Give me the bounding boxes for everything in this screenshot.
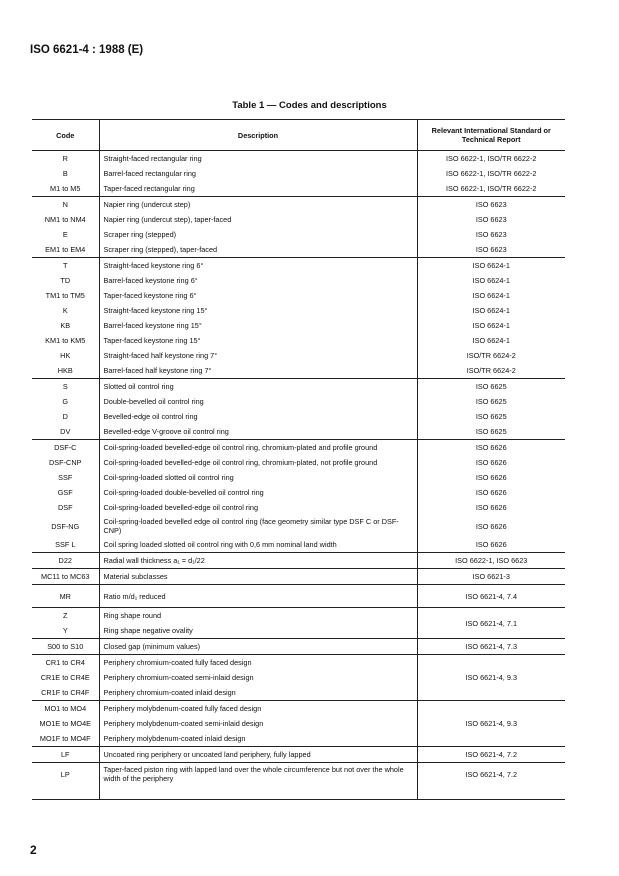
description-cell: Napier ring (undercut step) xyxy=(99,197,417,213)
code-cell: DSF-NG xyxy=(32,515,99,537)
description-cell: Slotted oil control ring xyxy=(99,379,417,395)
description-cell: Scraper ring (stepped), taper-faced xyxy=(103,245,218,254)
reference-cell: ISO 6621-4, 7.2 xyxy=(417,747,565,763)
table-row xyxy=(32,333,565,348)
description-cell: Coil-spring-loaded bevelled-edge oil control ring, chromium-plated, not profile ground xyxy=(103,458,378,467)
reference-cell: ISO 6626 xyxy=(417,455,565,470)
table-row xyxy=(32,273,565,288)
reference-cell: ISO 6623 xyxy=(417,197,565,213)
code-cell: DSF xyxy=(32,500,99,515)
code-cell: LF xyxy=(32,747,99,763)
reference-cell: ISO/TR 6624-2 xyxy=(417,348,565,363)
code-cell: HKB xyxy=(32,363,99,379)
code-cell: TD xyxy=(32,273,99,288)
description-cell: Taper-faced keystone ring 15° xyxy=(103,336,201,345)
table-row xyxy=(32,455,565,470)
description-cell: Taper-faced rectangular ring xyxy=(103,184,195,193)
description-cell: Bevelled-edge oil control ring xyxy=(103,412,198,421)
reference-cell: ISO 6623 xyxy=(417,242,565,258)
table-row xyxy=(32,303,565,318)
description-cell: Ring shape negative ovality xyxy=(103,626,193,635)
code-cell: Y xyxy=(32,623,99,639)
code-cell: EM1 to EM4 xyxy=(32,242,99,258)
table-row xyxy=(32,424,565,440)
description-cell: Double-bevelled oil control ring xyxy=(103,397,204,406)
code-cell: D xyxy=(32,409,99,424)
table-row xyxy=(32,470,565,485)
reference-cell: ISO/TR 6624-2 xyxy=(417,363,565,379)
description-cell: Periphery molybdenum-coated fully faced design xyxy=(99,701,417,717)
description-cell: Coil-spring-loaded slotted oil control ring xyxy=(103,473,234,482)
reference-cell: ISO 6624-1 xyxy=(417,333,565,348)
code-cell: KB xyxy=(32,318,99,333)
description-cell: Barrel-faced rectangular ring xyxy=(103,169,196,178)
table-row xyxy=(32,166,565,181)
code-cell: HK xyxy=(32,348,99,363)
table-row xyxy=(32,485,565,500)
code-cell: MO1E to MO4E xyxy=(32,716,99,731)
description-cell: Closed gap (minimum values) xyxy=(99,639,417,655)
description-cell: Barrel-faced half keystone ring 7° xyxy=(103,366,212,375)
codes-table xyxy=(32,119,565,800)
description-cell: Radial wall thickness a₁ = d₁/22 xyxy=(99,553,417,569)
reference-cell: ISO 6624-1 xyxy=(417,303,565,318)
description-cell: Taper-faced piston ring with lapped land over the whole circumference but not over the whole width of the periphery xyxy=(99,763,417,786)
code-cell: CR1E to CR4E xyxy=(32,670,99,685)
code-cell: D22 xyxy=(32,553,99,569)
table-caption: Table 1 — Codes and descriptions xyxy=(232,100,387,111)
description-cell: Napier ring (undercut step), taper-faced xyxy=(103,215,232,224)
table-row xyxy=(32,585,565,608)
description-cell: Ring shape round xyxy=(99,608,417,624)
description-cell: Periphery molybdenum-coated semi-inlaid design xyxy=(103,719,264,728)
reference-cell: ISO 6621-3 xyxy=(417,569,565,585)
code-cell: B xyxy=(32,166,99,181)
code-cell: LP xyxy=(32,763,99,786)
reference-cell: ISO 6624-1 xyxy=(417,288,565,303)
table-row xyxy=(32,181,565,197)
table-row xyxy=(32,151,565,167)
description-cell: Straight-faced half keystone ring 7° xyxy=(103,351,218,360)
page-number: 2 xyxy=(30,843,37,857)
description-cell: Straight-faced rectangular ring xyxy=(99,151,417,167)
description-cell: Straight-faced keystone ring 15° xyxy=(103,306,208,315)
description-cell: Periphery chromium-coated semi-inlaid design xyxy=(103,673,254,682)
code-cell: T xyxy=(32,258,99,274)
description-cell: Coil-spring-loaded bevelled edge oil control ring (face geometry similar type DSF C or DSF-CNP) xyxy=(103,517,399,535)
table-row xyxy=(32,212,565,227)
description-cell: Barrel-faced keystone ring 15° xyxy=(103,321,202,330)
reference-cell: ISO 6621-4, 7.3 xyxy=(417,639,565,655)
code-cell: DV xyxy=(32,424,99,440)
reference-cell: ISO 6624-1 xyxy=(417,318,565,333)
code-cell: K xyxy=(32,303,99,318)
code-cell: G xyxy=(32,394,99,409)
table-row xyxy=(32,227,565,242)
code-cell: NM1 to NM4 xyxy=(32,212,99,227)
description-cell: Periphery chromium-coated inlaid design xyxy=(103,688,236,697)
table-row xyxy=(32,440,565,456)
table-row xyxy=(32,639,565,655)
description-cell: Coil-spring-loaded bevelled-edge oil control ring, chromium-plated and profile ground xyxy=(99,440,417,456)
reference-cell: ISO 6621-4, 7.2 xyxy=(417,763,565,786)
table-row xyxy=(32,288,565,303)
reference-cell: ISO 6623 xyxy=(417,227,565,242)
code-cell: SSF L xyxy=(32,537,99,553)
reference-cell: ISO 6625 xyxy=(417,379,565,395)
description-cell: Coil-spring-loaded double-bevelled oil control ring xyxy=(103,488,264,497)
table-row xyxy=(32,608,565,624)
table-row xyxy=(32,318,565,333)
column-header-code: Code xyxy=(32,120,99,151)
code-cell: MO1F to MO4F xyxy=(32,731,99,747)
code-cell: E xyxy=(32,227,99,242)
reference-cell: ISO 6625 xyxy=(417,394,565,409)
description-cell: Periphery chromium-coated fully faced design xyxy=(99,655,417,671)
reference-cell: ISO 6626 xyxy=(417,485,565,500)
reference-cell: ISO 6622-1, ISO/TR 6622-2 xyxy=(417,151,565,167)
code-cell: DSF-C xyxy=(32,440,99,456)
description-cell: Bevelled-edge V-groove oil control ring xyxy=(103,427,229,436)
table-row xyxy=(32,515,565,537)
code-cell: TM1 to TM5 xyxy=(32,288,99,303)
table-row xyxy=(32,537,565,553)
code-cell: S xyxy=(32,379,99,395)
table-row xyxy=(32,258,565,274)
description-cell: Material subclasses xyxy=(99,569,417,585)
code-cell: MO1 to MO4 xyxy=(32,701,99,717)
reference-cell: ISO 6626 xyxy=(417,515,565,537)
reference-cell: ISO 6626 xyxy=(417,440,565,456)
reference-cell: ISO 6621-4, 7.4 xyxy=(417,585,565,608)
code-cell: N xyxy=(32,197,99,213)
reference-cell: ISO 6622-1, ISO 6623 xyxy=(417,553,565,569)
table-row xyxy=(32,500,565,515)
reference-cell: ISO 6622-1, ISO/TR 6622-2 xyxy=(417,181,565,197)
reference-cell: ISO 6621-4, 9.3 xyxy=(417,655,565,701)
reference-cell: ISO 6625 xyxy=(417,409,565,424)
reference-cell: ISO 6626 xyxy=(417,537,565,553)
document-header: ISO 6621-4 : 1988 (E) xyxy=(30,44,144,56)
code-cell: S00 to S10 xyxy=(32,639,99,655)
description-cell: Ratio m/d₁ reduced xyxy=(99,585,417,608)
description-cell: Uncoated ring periphery or uncoated land periphery, fully lapped xyxy=(99,747,417,763)
table-row xyxy=(32,363,565,379)
column-header-reference: Relevant International Standard or Technical Report xyxy=(417,120,565,151)
description-cell: Scraper ring (stepped) xyxy=(103,230,177,239)
code-cell: Z xyxy=(32,608,99,624)
reference-cell: ISO 6624-1 xyxy=(417,273,565,288)
reference-cell: ISO 6626 xyxy=(417,470,565,485)
table-row xyxy=(32,409,565,424)
code-cell: M1 to M5 xyxy=(32,181,99,197)
code-cell: SSF xyxy=(32,470,99,485)
table-row xyxy=(32,379,565,395)
code-cell: MC11 to MC63 xyxy=(32,569,99,585)
table-row xyxy=(32,747,565,763)
reference-cell: ISO 6621-4, 7.1 xyxy=(417,608,565,639)
table-row xyxy=(32,655,565,671)
reference-cell: ISO 6626 xyxy=(417,500,565,515)
reference-cell: ISO 6623 xyxy=(417,212,565,227)
table-row xyxy=(32,242,565,258)
code-cell: CR1 to CR4 xyxy=(32,655,99,671)
reference-cell: ISO 6624-1 xyxy=(417,258,565,274)
table-row xyxy=(32,553,565,569)
description-cell: Taper-faced keystone ring 6° xyxy=(103,291,197,300)
reference-cell: ISO 6621-4, 9.3 xyxy=(417,701,565,747)
table-row xyxy=(32,348,565,363)
table-row xyxy=(32,701,565,717)
code-cell: KM1 to KM5 xyxy=(32,333,99,348)
reference-cell: ISO 6625 xyxy=(417,424,565,440)
code-cell: CR1F to CR4F xyxy=(32,685,99,701)
table-row xyxy=(32,394,565,409)
table-header-row xyxy=(32,120,565,151)
description-cell: Coil spring loaded slotted oil control ring with 0,6 mm nominal land width xyxy=(103,540,337,549)
description-cell: Coil-spring-loaded bevelled-edge oil control ring xyxy=(103,503,259,512)
description-cell: Periphery molybdenum-coated inlaid design xyxy=(103,734,246,743)
code-cell: MR xyxy=(32,585,99,608)
description-cell: Barrel-faced keystone ring 6° xyxy=(103,276,198,285)
code-cell: DSF-CNP xyxy=(32,455,99,470)
code-cell: GSF xyxy=(32,485,99,500)
reference-cell: ISO 6622-1, ISO/TR 6622-2 xyxy=(417,166,565,181)
table-row xyxy=(32,763,565,786)
code-cell: R xyxy=(32,151,99,167)
table-row-empty xyxy=(32,785,565,800)
column-header-description: Description xyxy=(99,120,417,151)
table-row xyxy=(32,569,565,585)
description-cell: Straight-faced keystone ring 6° xyxy=(99,258,417,274)
table-row xyxy=(32,197,565,213)
